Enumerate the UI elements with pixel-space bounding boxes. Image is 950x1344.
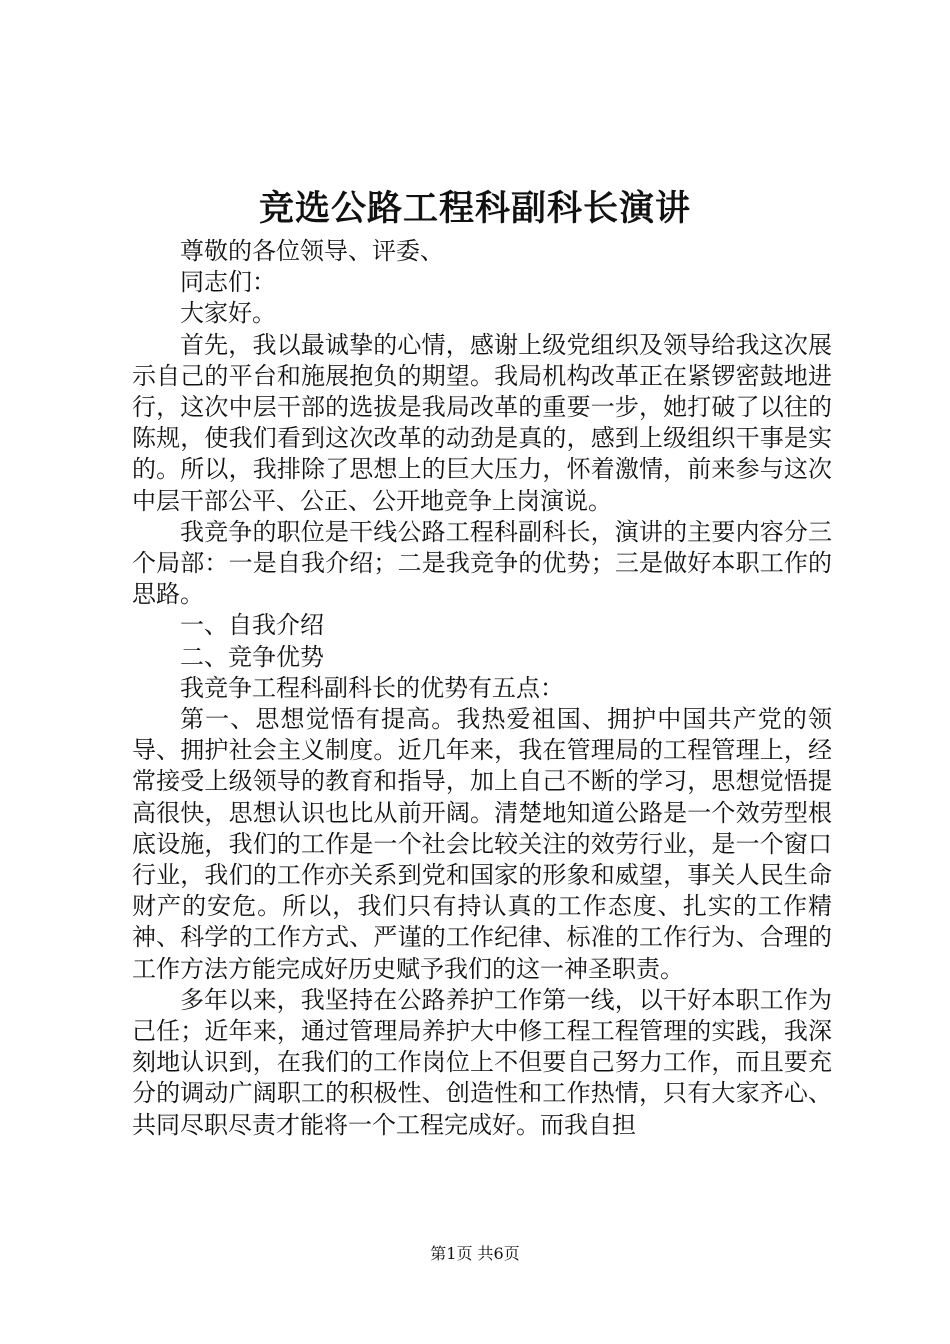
paragraph-salutation-1: 尊敬的各位领导、评委、 (180, 237, 444, 265)
document-title: 竞选公路工程科副科长演讲 (258, 188, 691, 229)
paragraph-opening: 首先，我以最诚挚的心情，感谢上级党组织及领导给我这次展示自己的平台和施展抱负的期望。我局机构改革正在紧锣密鼓地进行，这次中层干部的选拔是我局改革的重要一步，她打破了以往的陈规，使我们看到这次改革的动劲是真的，感到上级组织干事是实的。所以，我排除了思想上的巨大压力，怀着激情，前来参与这次中层干部公平、公正、公开地竞争上岗演说。 (132, 330, 832, 515)
section-heading-self-intro: 一、自我介绍 (180, 611, 324, 640)
paragraph-advantage-1: 第一、思想觉悟有提高。我热爱祖国、拥护中国共产党的领导、拥护社会主义制度。近几年来，我在管理局的工程管理上，经常接受上级领导的教育和指导，加上自己不断的学习，思想觉悟提高很快，思想认识也比从前开阔。清楚地知道公路是一个效劳型根底设施，我们的工作是一个社会比较关注的效劳行业，是一个窗口行业，我们的工作亦关系到党和国家的形象和威望，事关人民生命财产的安危。所以，我们只有持认真的工作态度、扎实的工作精神、科学的工作方式、严谨的工作纪律、标准的工作行为、合理的工作方法方能完成好历史赋予我们的这一神圣职责。 (132, 705, 832, 983)
paragraph-advantages-intro: 我竞争工程科副科长的优势有五点： (180, 673, 564, 702)
section-heading-advantages: 二、竞争优势 (180, 642, 324, 671)
paragraph-outline: 我竞争的职位是干线公路工程科副科长，演讲的主要内容分三个局部：一是自我介绍；二是我竞争的优势；三是做好本职工作的思路。 (132, 517, 832, 609)
paragraph-experience: 多年以来，我坚持在公路养护工作第一线，以干好本职工作为己任；近年来，通过管理局养护大中修工程工程管理的实践，我深刻地认识到，在我们的工作岗位上不但要自己努力工作，而且要充分的调动广阔职工的积极性、创造性和工作热情，只有大家齐心、共同尽职尽责才能将一个工程完成好。而我自担 (132, 985, 832, 1139)
paragraph-salutation-2: 同志们： (180, 268, 276, 297)
paragraph-greeting: 大家好。 (180, 299, 276, 328)
document-body (132, 236, 832, 1141)
page-footer: 第1页 共6页 (430, 1244, 520, 1263)
